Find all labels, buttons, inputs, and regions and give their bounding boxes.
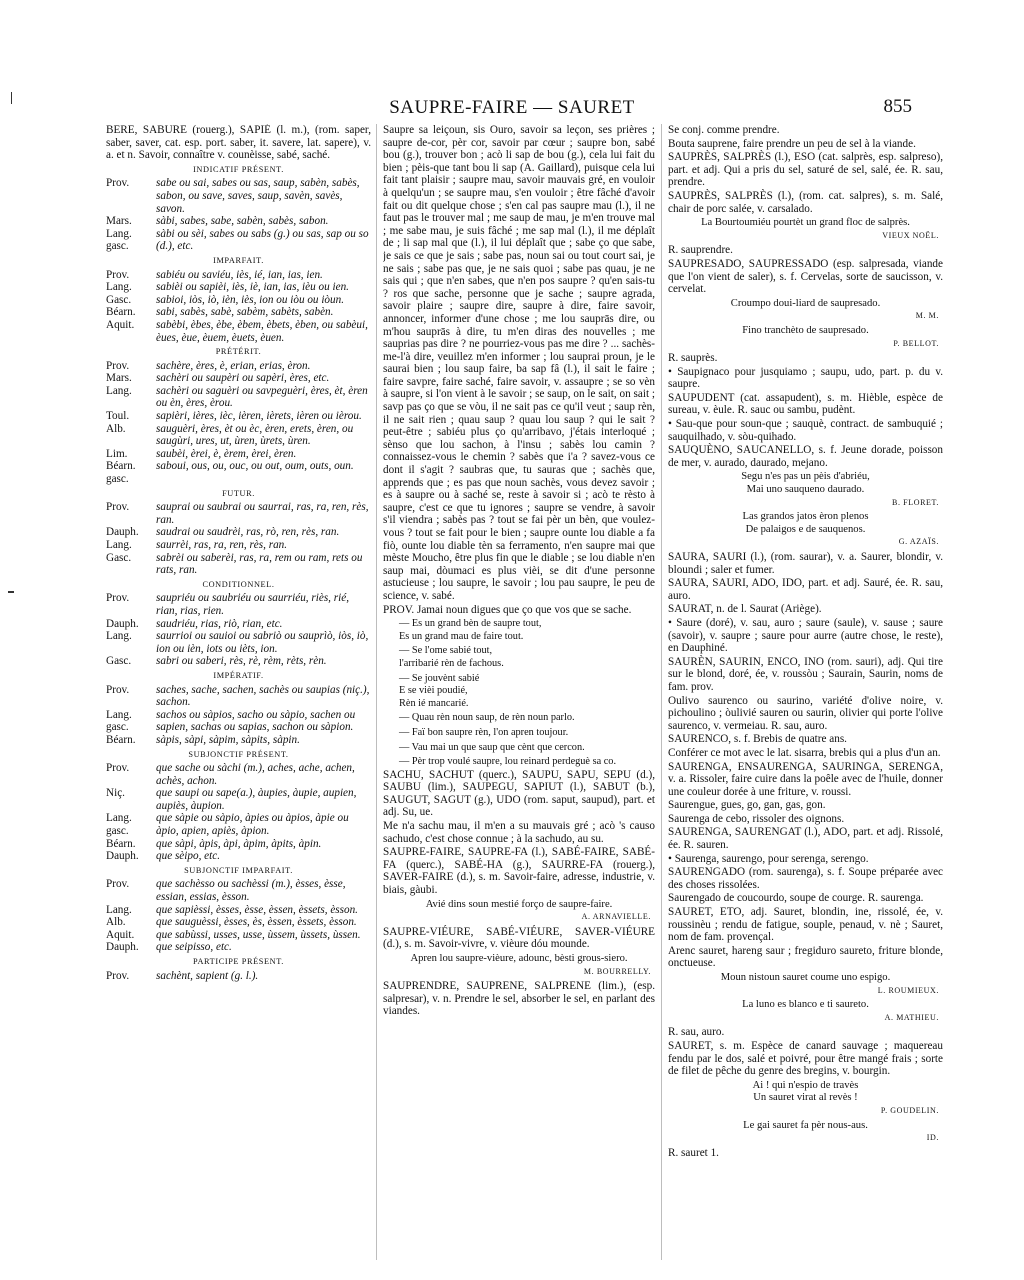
proverb: — Se jouvènt sabié E se vièi poudié, Rèn ié mancarié.	[399, 672, 480, 709]
proverb: — Vau mai un que saup que cènt que cercon.	[399, 741, 585, 753]
conjugation-forms: sàbi, sabes, sabe, sabèn, sabès, sabon.	[156, 215, 329, 228]
conjugation-forms: sapièri, ières, ièc, ièren, ièrets, ièren ou ièrou.	[156, 410, 362, 423]
entry-saupre-vieure: SAUPRE-VIÉURE, SABÉ-VIÉURE, SAVER-VIÉURE (d.), s. m. Savoir-vivre, v. vièure dóu mounde.	[383, 925, 655, 951]
entry-sachu: SACHU, SACHUT (querc.), SAUPU, SAPU, SEPU (d.), SAUBU (lim.), SAUPEGU, SAPIUT (l.), SABUT (b.), SAUGUT, SAGUT (g.), UDO (rom. saput, saupud), part. et adj. Su, ue.	[383, 768, 655, 819]
dialect-label: Gasc.	[106, 293, 132, 306]
quote-attribution: P. BELLOT.	[893, 338, 939, 348]
conjugation-row	[106, 294, 371, 307]
conjugation-forms: sachèri ou saguèri ou savpeguèri, ères, èt, èren ou èn, ères, èrou.	[156, 384, 368, 410]
entry-saura-part: SAURA, SAURI, ADO, IDO, part. et adj. Sauré, ée. R. sau, auro.	[668, 577, 943, 602]
conjugation-forms: saudriéu, rias, riò, rian, etc.	[156, 617, 283, 630]
quote-attribution: B. FLORET.	[892, 497, 939, 507]
dialect-label: Lang.	[106, 630, 132, 643]
proverbs-intro: PROV. Jamai noun digues que ço que vos que se sache.	[383, 603, 632, 616]
conjugation-forms: sabièi ou sapièi, iès, iè, ian, ias, ièu ou ien.	[156, 281, 349, 294]
dialect-label: Aquit.	[106, 928, 135, 941]
page-number: 855	[883, 96, 912, 117]
dialect-label: Lang.	[106, 281, 132, 294]
conjugation-row	[106, 838, 371, 851]
quote-attribution: ID.	[926, 1133, 939, 1143]
entry-saupudent: SAUPUDENT (cat. assapudent), s. m. Hièble, espèce de sureau, v. èule. R. sauc ou sambu, pudènt.	[668, 391, 943, 417]
entry-saurenga-part: SAURENGA, SAURENGAT (l.), ADO, part. et adj. Rissolé, ée. R. sauren.	[668, 826, 943, 852]
dialect-label: Dauph.	[106, 526, 139, 539]
conjugation-row	[106, 916, 371, 929]
entry-text: Bouta sauprene, faire prendre un peu de sel à la viande.	[668, 137, 916, 150]
quote: Apren lou saupre-vièure, adounc, bèsti grous-siero.	[410, 953, 628, 964]
entry-saurenga: SAURENGA, ENSAURENGA, SAURINGA, SERENGA, v. a. Rissoler, faire cuire dans la poêle avec de l'huile, donner une couleur dorée à une friture, v. roussi.	[668, 760, 943, 798]
entry-sachu-examples: Me n'a sachu mau, il m'en a su mauvais gré ; acò 's causo sachudo, c'est chose connue ; à la sachudo, au su.	[383, 820, 655, 845]
dialect-label: Prov.	[106, 268, 130, 281]
column-left	[106, 124, 371, 1264]
entry-text: • Saurenga, saurengo, pour serenga, serengo.	[668, 852, 869, 865]
entry-reference: R. sauprendre.	[668, 244, 733, 257]
conjugation-forms: sachère, ères, è, erian, erias, èron.	[156, 359, 311, 372]
dialect-label: Prov.	[106, 592, 130, 605]
conjugation-forms: que sàpie ou sàpio, àpies ou àpios, àpie ou àpio, apien, apiès, àpion.	[156, 812, 349, 838]
conjugation-forms: sabrèi ou saberèi, ras, ra, rem ou ram, rets ou rats, ran.	[156, 551, 363, 577]
conjugation-row	[106, 630, 371, 655]
entry-sauren: SAURÈN, SAURIN, ENCO, INO (rom. sauri), adj. Qui tire sur le blond, doré, ée, v. roussòu ; Saurain, Saurin, noms de fam. prov.	[668, 655, 943, 693]
conjugation-forms: que sachèsso ou sachèssi (m.), èsses, èsse, essian, essias, èsson.	[156, 878, 346, 904]
dialect-label: Prov.	[106, 878, 130, 891]
conjugation-row	[106, 215, 371, 228]
quote-attribution: VIEUX NOËL.	[882, 230, 939, 240]
dialect-label: Prov.	[106, 683, 130, 696]
conjugation-forms: sàpis, sàpi, sàpim, sàpits, sàpin.	[156, 733, 300, 746]
column-rule	[661, 124, 662, 1260]
conjugation-row	[106, 306, 371, 319]
entry-intro: BERE, SABURE (rouerg.), SAPIÉ (l. m.), (rom. saper, saber, saver, cat. esp. port. saber, it. savere, lat. sapere), v. a. et n. Savoir, connaître v. counèisse, sabé, saché.	[106, 124, 371, 162]
conjugation-tables	[106, 164, 371, 982]
conjugation-forms: saudrai ou saudrèi, ras, rò, ren, rès, ran.	[156, 526, 340, 539]
conjugation-row	[106, 423, 371, 448]
quote-attribution: L. ROUMIEUX.	[877, 985, 939, 995]
conjugation-section-title: IMPÉRATIF.	[213, 670, 264, 680]
dialect-label: Gasc.	[106, 655, 132, 668]
quote-attribution: P. GOUDELIN.	[880, 1105, 939, 1115]
conjugation-row	[106, 787, 371, 812]
quote: Avié dins soun mestié forço de saupre-faire.	[425, 898, 613, 910]
conjugation-section-title: FUTUR.	[222, 488, 255, 498]
quote-attribution: M. M.	[915, 311, 939, 321]
conjugation-row	[106, 281, 371, 294]
entry-text: Conférer ce mot avec le lat. sisarra, brebis qui a plus d'un an.	[668, 746, 941, 759]
conjugation-forms: sabèbi, èbes, èbe, èbem, èbets, èben, ou sabèui, èues, èue, èuem, èuets, èuen.	[156, 318, 368, 344]
conjugation-forms: que sàpi, àpis, àpi, àpim, àpits, àpin.	[156, 837, 322, 850]
dialect-label: Prov.	[106, 501, 130, 514]
conjugation-forms: sabioi, iòs, iò, ièn, iès, ion ou iòu ou iòun.	[156, 293, 345, 306]
dialect-label: Dauph.	[106, 941, 139, 954]
conjugation-row	[106, 410, 371, 423]
entry-saupres: SAUPRÈS, SALPRÈS (l.), ESO (cat. salprès, esp. salpreso), part. et adj. Qui a pris du sel, saturé de sel, salé, ée. R. sau, prendre.	[668, 151, 943, 189]
conjugation-section-title: SUBJONCTIF IMPARFAIT.	[184, 865, 293, 875]
conjugation-row	[106, 618, 371, 631]
entry-text: • Saupignaco pour jusquiamo ; saupu, udo, part. p. du v. saupre.	[668, 365, 943, 391]
quote: La Bourtoumiéu pourtèt un grand floc de salprès.	[701, 217, 910, 229]
conjugation-row	[106, 552, 371, 577]
conjugation-row	[106, 904, 371, 917]
conjugation-forms: que sabùssi, usses, usse, ùssem, ùssets, ùssen.	[156, 928, 361, 941]
conjugation-row	[106, 539, 371, 552]
dialect-label: Mars.	[106, 372, 132, 385]
conjugation-forms: sabi, sabès, sabè, sabèm, sabèts, sabèn.	[156, 306, 334, 319]
dialect-label: Lim.	[106, 447, 128, 460]
dialect-label: Gasc.	[106, 551, 132, 564]
entry-examples: Saupre sa leiçoun, sis Ouro, savoir sa leçon, ses prières ; saupre de-cor, pèr cor, savoir par cœur ; saupre bon, sabé bou (g.), trouver bon ; acò li sap de bou (g.), cela lui fait du bien ; pèis-que tant bou li sap (A. Gaillard), puisque cela lui fait tant plaisir ; saupre mau, savoir mauvais gré, en vouloir à quelqu'un ; se saupre mau, s'en vouloir ; être fâché d'avoir fait ou dit quelque chose ; s'en cal pas saupre mau (l.), il ne faut pas le trouver mal ; me saup de mau, je m'en trouve mal ; me sabe mau, je suis fâché ; me sap mal (l.), il me déplaît de ; li sap mal que (l.), il lui déplaît que ; sabe ço que sabe, je sais ce que je sais ; sabe pas, noun sai ou tout court sai, je ne sais ; sabe pas que, je ne sais quoi ; sabe pas quau, je ne sais qui ; que n'en sabes, que n'en pos saupre ? qu'en sais-tu ? ros que sache, personne que je sache ; saupre agrada, savoir plaire ; saupre dire, saupre à dire, faire savoir, annoncer, informer d'une chose ; me lou sauprās dire, ou m'hou sauprās à dire, tu m'en diras des nouvelles ; me sauprias pas dire ? ne pourriez-vous pas me dire ? ... sachès-me-l'à dire, veuillez m'en informer ; lou sauprai proun, je le saurai bien ; lou saup faire, ba sap fâ (l.), il sait le faire ; faire savpre, faire saché, faire savoir, v. assaupre ; se so vèn à saupre, si l'on vient à le savoir ; se saup, on le sait, on sait ; savp pas ço que se vòu, il ne sait pas ce qu'il veut ; saup rèn, il ne sait rien ; quau saup ? quau lou saup ? qui le sait ? peut-être ; sabiéu plus ço qu'arribavo, j'étais interloqué ; sènso que lou sachon, à l'insu ; sabès lou camin ? connaissez-vous le chemin ? sabès que i'a ? savez-vous ce dont il s'agit ? saubras que, tu sauras que ; sachès que, apprends que ; es pas que noun sachès, vous devez savoir ; es à saupre ou à saché se, reste à savoir si ; acò te rèsto à saupre, c'est ce que tu ignores ; saupre se vendre, à savoir s'il viendra ; sabès pas ? tout se fai pèr un bèn, que voulez-vous ? tout se fait pour le bien ; saupre ounte lou diable a fa fiò, ounte lou diable tèn sa ferramento, n'en saupre mai que mèste Moucho, être plus fin que le diable ; se lou diable n'en saup mai, dòumaci es plus vièi, se dit d'une personne astucieuse ; lou saupre, le savoir ; lou pau saupre, le peu de science, v. sabé.	[383, 124, 655, 602]
margin-mark	[8, 591, 14, 593]
quote-attribution: A. MATHIEU.	[884, 1012, 939, 1022]
dialect-label: Lang.	[106, 903, 132, 916]
quote: Segu n'es pas un pèis d'abriéu, Mai uno sauqueno daurado.	[741, 471, 870, 496]
quote-attribution: M. BOURRELLY.	[583, 966, 651, 976]
proverb: — Pèr trop voulé saupre, lou reinard perdeguè sa co.	[399, 756, 617, 768]
entry-saupresado: SAUPRESADO, SAUPRESSADO (esp. salpresada, viande que l'on vient de saler), s. f. Cervelas, sorte de saucisson, v. cervelat.	[668, 257, 943, 296]
conjugation-forms: que sauguèssi, èsses, ès, èssen, èssets, èsson.	[156, 916, 357, 929]
conjugation-row	[106, 812, 371, 837]
conjugation-row	[106, 385, 371, 410]
dialect-label: Lang. gasc.	[106, 227, 132, 253]
entry-reference: R. sau, auro.	[668, 1026, 725, 1039]
quote: Ai ! qui n'espio de travès Un sauret virat al revès !	[752, 1079, 859, 1104]
column-right	[668, 124, 943, 1264]
proverb: — Es un grand bèn de saupre tout, Es un grand mau de faire tout.	[399, 618, 542, 642]
conjugation-forms: sachènt, sapient (g. l.).	[156, 969, 259, 982]
conjugation-forms: sachos ou sàpios, sacho ou sàpio, sachen ou sapien, sachas ou sapias, sachon ou sàpion.	[156, 708, 356, 734]
dialect-label: Prov.	[106, 359, 130, 372]
quote-attribution: G. AZAÏS.	[898, 537, 939, 547]
conjugation-forms: que sapièssi, èsses, èsse, èssen, èssets, èsson.	[156, 903, 358, 916]
dialect-label: Mars.	[106, 215, 132, 228]
entry-sauprendre: SAUPRENDRE, SAUPRENE, SALPRENE (lim.), (esp. salpresar), v. n. Prendre le sel, absorber le sel, en parlant des viandes.	[383, 980, 655, 1018]
column-middle	[383, 124, 655, 1264]
conjugation-forms: que sache ou sàchi (m.), aches, ache, achen, achès, achon.	[156, 762, 355, 787]
conjugation-forms: saurrioi ou sauioi ou sabriò ou sauprìò, iòs, iò, ion ou ièn, iots ou ièts, ion.	[156, 630, 369, 655]
dialect-label: Lang.	[106, 539, 132, 551]
entry-text: Saurenga de cebo, rissoler des oignons.	[668, 812, 845, 825]
conjugation-row	[106, 319, 371, 344]
entry-saurat: SAURAT, n. de l. Saurat (Ariège).	[668, 603, 822, 616]
dialect-label: Lang. gasc.	[106, 708, 132, 734]
proverb: — Se l'ome sabié tout, l'arribarié rèn de fachous.	[399, 645, 504, 669]
dialect-label: Dauph.	[106, 617, 139, 630]
quote: Las grandos jatos èron plenos De palaigos e de sauquenos.	[742, 511, 869, 535]
conjugation-row	[106, 762, 371, 787]
dialect-label: Béarn.	[106, 733, 136, 746]
quote: La luno es blanco e ti saureto.	[742, 999, 869, 1011]
dialect-label: Béarn. gasc.	[106, 460, 136, 486]
entry-text: Arenc sauret, hareng saur ; fregiduro saureto, friture blonde, onctueuse.	[668, 944, 943, 970]
entry-sauret-noun: SAURET, s. m. Espèce de canard sauvage ; maquereau fendu par le dos, salé et poivré, pour être mangé frais ; sorte de filet de pêche du genre des bregins, v. bourgin.	[668, 1039, 943, 1078]
entry-reference: R. sauprès.	[668, 352, 718, 365]
conjugation-row	[106, 269, 371, 282]
running-title: SAUPRE-FAIRE — SAURET	[389, 97, 635, 118]
dialect-label: Prov.	[106, 762, 130, 775]
entry-saurenco: SAURENCO, s. f. Brebis de quatre ans.	[668, 733, 847, 746]
conjugation-forms: sauguèri, ères, èt ou èc, èren, erets, èren, ou saugùri, ures, ut, ùren, ùrets, ùren.	[156, 422, 354, 448]
dialect-label: Lang.	[106, 384, 132, 397]
conjugation-forms: que saupi ou sape(a.), àupies, àupie, aupien, aupiès, àupion.	[156, 787, 357, 812]
conjugation-forms: sabe ou sai, sabes ou sas, saup, sabèn, sabès, sabon, ou save, saves, saup, savèn, savès, savon.	[156, 177, 360, 215]
quote: Moun nistoun sauret coume uno espigo.	[720, 972, 891, 983]
proverb: — Faï bon saupre rèn, l'on apren toujour.	[399, 726, 569, 738]
quote: Le gai sauret fa pèr nous-aus.	[743, 1119, 868, 1131]
dialect-label: Alb.	[106, 422, 126, 435]
conjugation-row	[106, 228, 371, 253]
conjugation-forms: saurrèi, ras, ra, ren, rès, ran.	[156, 539, 288, 551]
dialect-label: Béarn.	[106, 306, 136, 319]
conjugation-row	[106, 929, 371, 942]
dialect-label: Prov.	[106, 177, 130, 190]
dialect-label: Toul.	[106, 410, 130, 423]
conjugation-forms: saubèi, èrei, è, èrem, èrei, èren.	[156, 447, 297, 460]
conjugation-forms: sauprai ou saubrai ou saurrai, ras, ra, ren, rès, ran.	[156, 501, 369, 526]
entry-text: • Saure (doré), v. sau, auro ; saure (saule), v. sause ; saure (savoir), v. saupre ; saure pour aurre (autre chose, le reste), en Dauphiné.	[668, 616, 943, 655]
dialect-label: Prov.	[106, 969, 130, 982]
conjugation-row	[106, 526, 371, 539]
conjugation-section-title: CONDITIONNEL.	[202, 579, 275, 589]
proverb: — Quau rèn noun saup, de rèn noun parlo.	[399, 712, 575, 724]
conjugation-row	[106, 684, 371, 709]
conjugation-row	[106, 709, 371, 734]
conjugation-row	[106, 970, 371, 983]
conjugation-row	[106, 177, 371, 215]
conjugation-row	[106, 372, 371, 385]
entry-text: Oulivo saurenco ou saurino, variété d'olive noire, v. pichoulino ; òulivié sauren ou saurin, olivier qui porte l'olive saurenco, v. vermeiau. R. sau, auro.	[668, 694, 943, 732]
proverbs-list	[383, 618, 655, 769]
conjugation-section-title: INDICATIF PRÉSENT.	[193, 164, 284, 174]
column-rule	[376, 124, 377, 1260]
conjugation-row	[106, 850, 371, 863]
entry-text: Se conj. comme prendre.	[668, 124, 780, 136]
conjugation-forms: saboui, ous, ou, ouc, ou out, oum, outs, oun.	[156, 460, 354, 473]
entry-saura: SAURA, SAURI (l.), (rom. saurar), v. a. Saurer, blondir, v. bloundi ; saler et fumer.	[668, 551, 943, 576]
entry-saupre-faire: SAUPRE-FAIRE, SAUPRE-FA (l.), SABÉ-FAIRE, SABÉ-FA (querc.), SABÉ-HA (g.), SAURRE-FA (rouerg.), SAVER-FAIRE (d.), s. m. Savoir-faire, adresse, industrie, v. biais, gàubi.	[383, 846, 655, 897]
conjugation-row	[106, 448, 371, 461]
conjugation-forms: sabri ou saberi, rès, rè, rèm, rèts, rèn.	[156, 655, 327, 668]
quote: Croumpo doui-liard de saupresado.	[730, 297, 881, 309]
conjugation-forms: que seipisso, etc.	[156, 941, 232, 954]
entry-text: Saurengue, gues, go, gan, gas, gon.	[668, 799, 826, 812]
conjugation-section-title: PARTICIPE PRÉSENT.	[193, 957, 284, 966]
conjugation-row	[106, 460, 371, 485]
entry-text: Saurengado de coucourdo, soupe de courge. R. saurenga.	[668, 892, 924, 905]
conjugation-row	[106, 655, 371, 668]
entry-sauret: SAURET, ETO, adj. Sauret, blondin, ine, rissolé, ée, v. roussinèu ; rendu de fatigue, souple, penaud, v. nè ; Sauret, nom de fam. provençal.	[668, 906, 943, 944]
conjugation-section-title: SUBJONCTIF PRÉSENT.	[188, 749, 289, 759]
entry-reference: R. sauret 1.	[668, 1146, 719, 1159]
dialect-label: Alb.	[106, 916, 126, 929]
conjugation-row	[106, 501, 371, 526]
quote: Fino tranchèto de saupresado.	[742, 324, 869, 336]
conjugation-row	[106, 734, 371, 747]
conjugation-row	[106, 878, 371, 903]
conjugation-forms: sabiéu ou saviéu, iès, ié, ian, ias, ien.	[156, 268, 323, 281]
dialect-label: Lang. gasc.	[106, 812, 132, 838]
dialect-label: Dauph.	[106, 850, 139, 863]
conjugation-section-title: IMPARFAIT.	[213, 255, 264, 265]
conjugation-forms: sachèri ou saupèri ou sapèri, ères, etc.	[156, 372, 330, 385]
dialect-label: Aquit.	[106, 318, 135, 331]
conjugation-row	[106, 941, 371, 954]
dialect-label: Niç.	[106, 787, 125, 800]
entry-text: • Sau-que pour soun-que ; sauquè, contract. de sambuquié ; sauquilhado, v. sòu-quihado.	[668, 418, 943, 443]
conjugation-forms: saupriéu ou saubriéu ou saurriéu, riès, rié, rian, rias, rien.	[156, 592, 349, 617]
conjugation-forms: que sèipo, etc.	[156, 850, 220, 863]
conjugation-section-title: PRÉTÉRIT.	[215, 347, 262, 357]
entry-saupres-noun: SAUPRÈS, SALPRÈS (l.), (rom. cat. salpres), s. m. Salé, chair de porc salée, v. carsalado.	[668, 189, 943, 215]
dialect-label: Béarn.	[106, 837, 136, 850]
quote-attribution: A. ARNAVIELLE.	[581, 912, 651, 922]
entry-saurengado: SAURENGADO (rom. saurenga), s. f. Soupe préparée avec des choses rissolées.	[668, 866, 943, 891]
conjugation-forms: saches, sache, sachen, sachès ou saupias (niç.), sachon.	[156, 683, 370, 709]
conjugation-row	[106, 592, 371, 617]
conjugation-row	[106, 360, 371, 373]
entry-sauqueno: SAUQUÈNO, SAUCANELLO, s. f. Jeune dorade, poisson de mer, v. aurado, daurado, mejano.	[668, 444, 943, 469]
conjugation-forms: sàbi ou sèi, sabes ou sabs (g.) ou sas, sap ou so (d.), etc.	[156, 227, 369, 253]
